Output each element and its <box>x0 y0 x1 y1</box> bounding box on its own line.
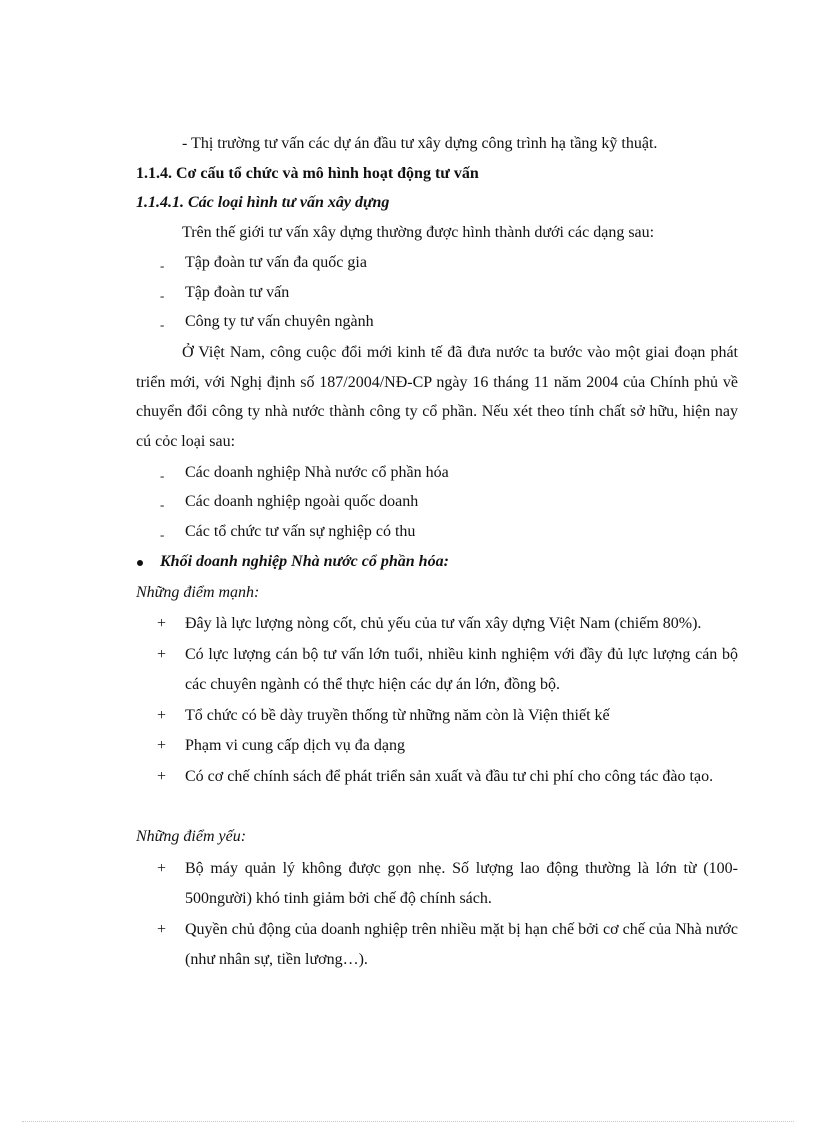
dash-marker: - <box>160 258 165 273</box>
plus-marker: + <box>157 768 167 785</box>
plus-marker: + <box>157 646 167 663</box>
list-item-world-type: Tập đoàn tư vấn <box>185 284 290 301</box>
footer-rule <box>22 1121 794 1122</box>
dash-marker: - <box>160 317 165 332</box>
bloc-heading: Khối doanh nghiệp Nhà nước cổ phần hóa: <box>160 553 449 570</box>
list-item-vietnam-type: Các doanh nghiệp ngoài quốc doanh <box>185 493 419 510</box>
world-intro: Trên thế giới tư vấn xây dựng thường được hình thành dưới các dạng sau: <box>182 224 655 241</box>
plus-marker: + <box>157 737 167 754</box>
list-item-strength: Có cơ chế chính sách để phát triển sản xuất và đầu tư chi phí cho công tác đào tạo. <box>185 768 714 785</box>
subsection-heading: 1.1.4.1. Các loại hình tư vấn xây dựng <box>136 194 390 211</box>
list-item-vietnam-type: Các doanh nghiệp Nhà nước cổ phần hóa <box>185 464 449 481</box>
list-item-weakness: Bộ máy quản lý không được gọn nhẹ. Số lượng lao động thường là lớn từ (100-500người) khó tinh giảm bởi chế độ chính sách. <box>185 860 738 907</box>
intro-line: - Thị trường tư vấn các dự án đầu tư xây dựng công trình hạ tầng kỹ thuật. <box>182 135 658 152</box>
plus-marker: + <box>157 707 167 724</box>
strengths-label: Những điểm mạnh: <box>136 584 260 601</box>
bullet-dot-icon <box>137 560 143 566</box>
list-item-weakness: Quyền chủ động của doanh nghiệp trên nhiều mặt bị hạn chế bởi cơ chế của Nhà nước (như nhân sự, tiền lương…). <box>185 921 738 968</box>
vietnam-paragraph: Ở Việt Nam, công cuộc đổi mới kinh tế đã đưa nước ta bước vào một giai đoạn phát triển mới, với Nghị định số 187/2004/NĐ-CP ngày 16 tháng 11 năm 2004 của Chính phủ về chuyển đổi công ty nhà nước thành công ty cổ phần. Nếu xét theo tính chất sở hữu, hiện nay cú cỏc loại sau: <box>136 344 738 450</box>
dash-marker: - <box>160 468 165 483</box>
plus-marker: + <box>157 615 167 632</box>
list-item-vietnam-type: Các tổ chức tư vấn sự nghiệp có thu <box>185 523 416 540</box>
list-item-world-type: Công ty tư vấn chuyên ngành <box>185 313 374 330</box>
list-item-strength: Tổ chức có bề dày truyền thống từ những năm còn là Viện thiết kế <box>185 707 610 724</box>
plus-marker: + <box>157 921 167 938</box>
dash-marker: - <box>160 497 165 512</box>
plus-marker: + <box>157 860 167 877</box>
weaknesses-label: Những điểm yếu: <box>136 828 247 845</box>
dash-marker: - <box>160 527 165 542</box>
section-heading: 1.1.4. Cơ cấu tổ chức và mô hình hoạt động tư vấn <box>136 165 479 182</box>
dash-marker: - <box>160 288 165 303</box>
list-item-strength: Đây là lực lượng nòng cốt, chủ yếu của tư vấn xây dựng Việt Nam (chiếm 80%). <box>185 615 702 632</box>
list-item-strength: Phạm vi cung cấp dịch vụ đa dạng <box>185 737 405 754</box>
list-item-strength: Có lực lượng cán bộ tư vấn lớn tuổi, nhiều kinh nghiệm với đầy đủ lực lượng cán bộ các chuyên ngành có thể thực hiện các dự án lớn, đồng bộ. <box>185 646 738 693</box>
list-item-world-type: Tập đoàn tư vấn đa quốc gia <box>185 254 367 271</box>
